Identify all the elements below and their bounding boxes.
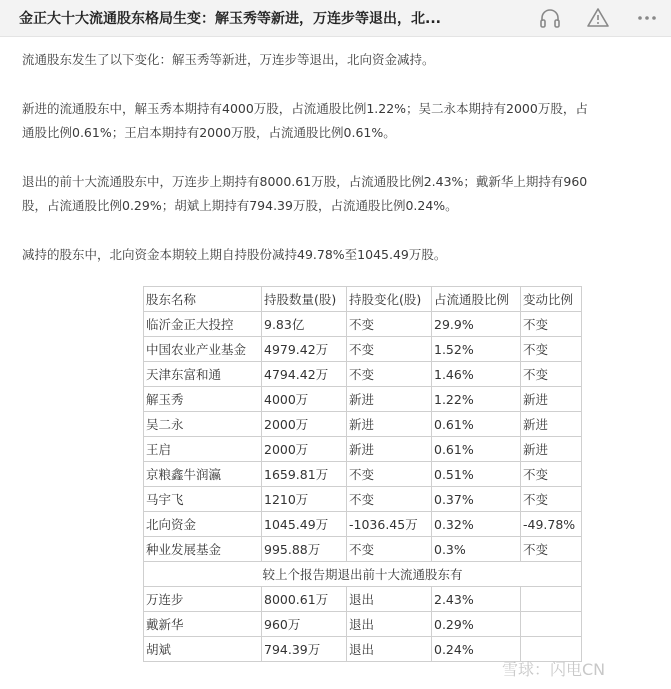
table-cell: 2000万	[262, 437, 347, 462]
table-cell: 794.39万	[262, 637, 347, 662]
table-cell: 不变	[521, 362, 582, 387]
table-row	[144, 387, 582, 412]
table-cell: 1045.49万	[262, 512, 347, 537]
table-cell: 不变	[347, 537, 432, 562]
table-cell: 8000.61万	[262, 587, 347, 612]
table-cell: 不变	[521, 337, 582, 362]
warning-icon[interactable]	[585, 5, 611, 31]
article-title: 金正大十大流通股东格局生变：解玉秀等新进，万连步等退出，北...	[19, 11, 441, 27]
table-cell: 0.24%	[432, 637, 521, 662]
table-row	[144, 512, 582, 537]
exit-section-title: 较上个报告期退出前十大流通股东有	[144, 562, 582, 587]
table-cell: 不变	[347, 487, 432, 512]
paragraph-new-holders-line2: 通股比例0.61%；王启本期持有2000万股，占流通股比例0.61%。	[22, 125, 396, 140]
top-bar	[0, 0, 671, 37]
table-cell: 0.61%	[432, 437, 521, 462]
table-cell: 北向资金	[144, 512, 262, 537]
table-cell: -49.78%	[521, 512, 582, 537]
table-cell: 0.51%	[432, 462, 521, 487]
table-cell: 2000万	[262, 412, 347, 437]
table-cell: 解玉秀	[144, 387, 262, 412]
table-cell: 0.32%	[432, 512, 521, 537]
table-row	[144, 412, 582, 437]
table-cell: 股东名称	[144, 287, 262, 312]
table-cell: 0.37%	[432, 487, 521, 512]
table-cell: 1.52%	[432, 337, 521, 362]
headphones-icon[interactable]	[537, 5, 563, 31]
table-row	[144, 462, 582, 487]
table-cell: 9.83亿	[262, 312, 347, 337]
paragraph-exited-holders-line2: 股，占流通股比例0.29%；胡斌上期持有794.39万股，占流通股比例0.24%。	[22, 198, 458, 213]
paragraph-summary: 流通股东发生了以下变化：解玉秀等新进，万连步等退出，北向资金减持。	[22, 52, 435, 67]
watermark: 雪球：闪电CN	[502, 660, 606, 679]
table-cell: 种业发展基金	[144, 537, 262, 562]
table-cell: 不变	[521, 462, 582, 487]
table-cell: 变动比例	[521, 287, 582, 312]
more-icon[interactable]	[634, 5, 660, 31]
table-cell: 1.46%	[432, 362, 521, 387]
table-cell: 退出	[347, 612, 432, 637]
table-cell: 0.3%	[432, 537, 521, 562]
table-row	[144, 612, 582, 637]
table-cell: 胡斌	[144, 637, 262, 662]
table-cell: 29.9%	[432, 312, 521, 337]
table-cell: 新进	[521, 387, 582, 412]
table-cell: 占流通股比例	[432, 287, 521, 312]
exit-section-row	[144, 562, 582, 587]
table-cell: 不变	[521, 312, 582, 337]
table-cell: 天津东富和通	[144, 362, 262, 387]
table-cell: 不变	[347, 312, 432, 337]
table-cell: 新进	[347, 412, 432, 437]
table-cell: 吴二永	[144, 412, 262, 437]
table-cell: 新进	[521, 437, 582, 462]
table-cell	[521, 587, 582, 612]
table-cell: 马宇飞	[144, 487, 262, 512]
table-cell: 万连步	[144, 587, 262, 612]
table-cell: 960万	[262, 612, 347, 637]
table-row	[144, 437, 582, 462]
table-cell: 临沂金正大投控	[144, 312, 262, 337]
table-cell: 4979.42万	[262, 337, 347, 362]
table-row	[144, 312, 582, 337]
table-cell: -1036.45万	[347, 512, 432, 537]
table-row	[144, 487, 582, 512]
table-cell: 不变	[347, 362, 432, 387]
paragraph-new-holders-line1: 新进的流通股东中，解玉秀本期持有4000万股，占流通股比例1.22%；吴二永本期持有2000万股，占	[22, 100, 588, 116]
table-cell: 4000万	[262, 387, 347, 412]
table-cell: 不变	[521, 537, 582, 562]
table-cell: 新进	[521, 412, 582, 437]
table-cell: 中国农业产业基金	[144, 337, 262, 362]
table-cell: 4794.42万	[262, 362, 347, 387]
table-cell: 持股数量(股)	[262, 287, 347, 312]
table-row	[144, 587, 582, 612]
table-cell: 新进	[347, 387, 432, 412]
table-cell: 995.88万	[262, 537, 347, 562]
table-cell: 1210万	[262, 487, 347, 512]
article-body	[22, 36, 671, 267]
table-row	[144, 337, 582, 362]
table-row	[144, 362, 582, 387]
table-cell: 1659.81万	[262, 462, 347, 487]
table-cell: 不变	[347, 462, 432, 487]
table-cell: 退出	[347, 587, 432, 612]
table-cell: 不变	[521, 487, 582, 512]
table-cell: 0.29%	[432, 612, 521, 637]
paragraph-reduced-holders: 减持的股东中，北向资金本期较上期自持股份减持49.78%至1045.49万股。	[22, 246, 447, 262]
table-cell: 退出	[347, 637, 432, 662]
shareholder-table	[143, 286, 582, 662]
table-cell: 京粮鑫牛润瀛	[144, 462, 262, 487]
table-cell: 0.61%	[432, 412, 521, 437]
table-cell: 2.43%	[432, 587, 521, 612]
table-cell: 戴新华	[144, 612, 262, 637]
table-cell	[521, 612, 582, 637]
table-cell: 1.22%	[432, 387, 521, 412]
paragraph-exited-holders-line1: 退出的前十大流通股东中，万连步上期持有8000.61万股，占流通股比例2.43%；戴新华上期持有960	[22, 173, 588, 189]
table-row	[144, 537, 582, 562]
table-cell: 不变	[347, 337, 432, 362]
table-header-row	[144, 287, 582, 312]
table-cell: 王启	[144, 437, 262, 462]
table-cell: 新进	[347, 437, 432, 462]
table-cell: 持股变化(股)	[347, 287, 432, 312]
